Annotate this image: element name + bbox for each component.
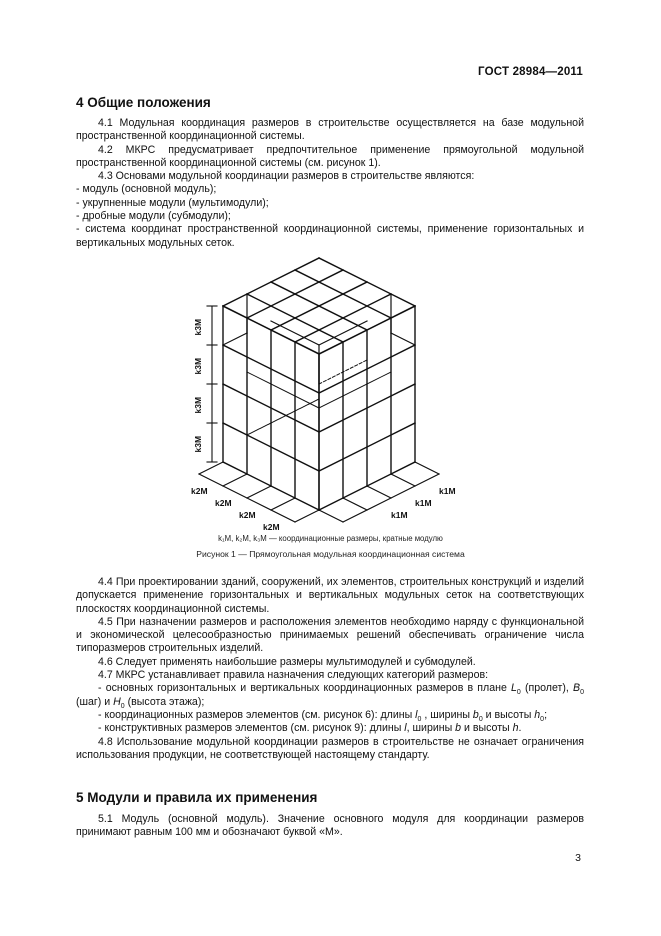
text-run: . [518,722,522,735]
grid-line [223,474,247,486]
subscript: 0 [478,716,483,724]
grid-line [367,486,391,498]
dimension-label: k2M [191,486,208,496]
paragraph-4-5: 4.5 При назначении размеров и расположения элементов необходимо наряду с функциональной и экономической целесообразностью принимаемых решений обеспечивать ограничение числа типоразмеров строительных изделий. [76,615,584,655]
symbol-b0: B [573,682,581,695]
paragraph-4-7-b [76,709,584,722]
subscript: 0 [417,716,422,724]
section-4-body [76,117,584,250]
symbol-l: l [404,722,407,735]
text-run: - основных горизонтальных и вертикальных координационных размеров в плане [98,682,512,695]
symbol-l0: l [415,708,418,721]
paragraph-4-3: 4.3 Основами модульной координации размеров в строительстве являются: [98,170,475,183]
subscript: 0 [516,689,521,697]
grid-line [343,498,367,510]
paragraph-4-7: 4.7 МКРС устанавливает правила назначения следующих категорий размеров: [98,669,489,682]
dimension-label: k3M [193,357,203,375]
symbol-b: b [455,722,462,735]
paragraph-4-2: 4.2 МКРС предусматривает предпочтительное применение прямоугольной модульной пространственной координационной системы (см. рисунок 1). [76,143,584,169]
section-4-continued [76,576,584,762]
dimension-label: k3M [193,396,203,414]
grid-line [223,333,247,345]
symbol-h0: H [113,695,121,708]
list-item: - укрупненные модули (мультимодули); [76,196,269,209]
paragraph-4-8: 4.8 Использование модульной координации размеров в строительстве не означает ограничения использования продукции, не соответствующей настоящему стандарту. [76,735,584,761]
text-run: - координационных размеров элементов (см. рисунок 6): длины [98,708,416,721]
figure-1-note: k₁M, k₂M, k₃M — координационные размеры, кратные модулю [218,534,443,543]
paragraph-4-7-c [76,722,584,735]
dimension-label: k2M [263,522,280,532]
paragraph-4-1: 4.1 Модульная координация размеров в строительстве осуществляется на базе модульной пространственной координационной системы. [76,117,584,143]
grid-line [415,462,439,474]
dimension-label: k3M [193,318,203,336]
symbol-b0: b [472,708,479,721]
figure-1 [0,248,661,568]
text-run: , ширины [406,722,456,735]
grid-line [247,486,271,498]
paragraph-4-6: 4.6 Следует применять наибольшие размеры мультимодулей и субмодулей. [98,655,476,668]
grid-line [391,333,415,345]
symbol-h: h [512,722,519,735]
text-run: и высоты [461,722,513,735]
text-run: , ширины [421,708,473,721]
text-run: и высоты [482,708,535,721]
dimension-label: k3M [193,435,203,453]
list-item: - дробные модули (субмодули); [76,210,231,223]
grid-line [319,510,343,522]
subscript: 0 [580,689,585,697]
section-5-title: 5 Модули и правила их применения [76,790,318,805]
dimension-label: k1M [391,510,408,520]
text-run: ; [544,708,548,721]
grid-line [247,372,319,408]
paragraph-5-1: 5.1 Модуль (основной модуль). Значение основного модуля для координации размеров принимают равным 100 мм и обозначают буквой «М». [76,813,584,839]
symbol-l0: L [511,682,517,695]
grid-diagram [0,248,661,538]
grid-line [319,372,391,408]
document-code: ГОСТ 28984—2011 [478,66,583,78]
section-5-body [76,813,584,840]
subscript: 0 [540,716,545,724]
text-run: (пролет), [520,682,574,695]
list-item: - система координат пространственной координационной системы, применение горизонтальных и вертикальных модульных сеток. [76,223,584,249]
page-number: 3 [575,852,581,864]
grid-line [199,462,223,474]
dimension-label: k2M [239,510,256,520]
dimension-label: k1M [415,498,432,508]
paragraph-4-4: 4.4 При проектировании зданий, сооружений, их элементов, строительных конструкций и изделий допускается применение горизонтальных и вертикальных модульных сеток на соответствующих плоскостях координационной системы. [76,576,584,615]
text-run: - конструктивных размеров элементов (см. рисунок 9): длины [98,722,405,735]
grid-line [391,474,415,486]
grid-line [271,498,295,510]
grid-line [247,399,319,435]
symbol-h0: h [534,708,541,721]
subscript: 0 [120,702,125,710]
dimension-label: k1M [439,486,456,496]
dimension-label: k2M [215,498,232,508]
grid-line [295,510,319,522]
text-run: (шаг) и [76,695,114,708]
figure-1-caption: Рисунок 1 — Прямоугольная модульная координационная система [196,549,465,559]
text-run: (высота этажа); [124,695,205,708]
paragraph-4-7-a [76,682,584,709]
section-4-title: 4 Общие положения [76,95,211,110]
list-item: - модуль (основной модуль); [76,183,217,196]
